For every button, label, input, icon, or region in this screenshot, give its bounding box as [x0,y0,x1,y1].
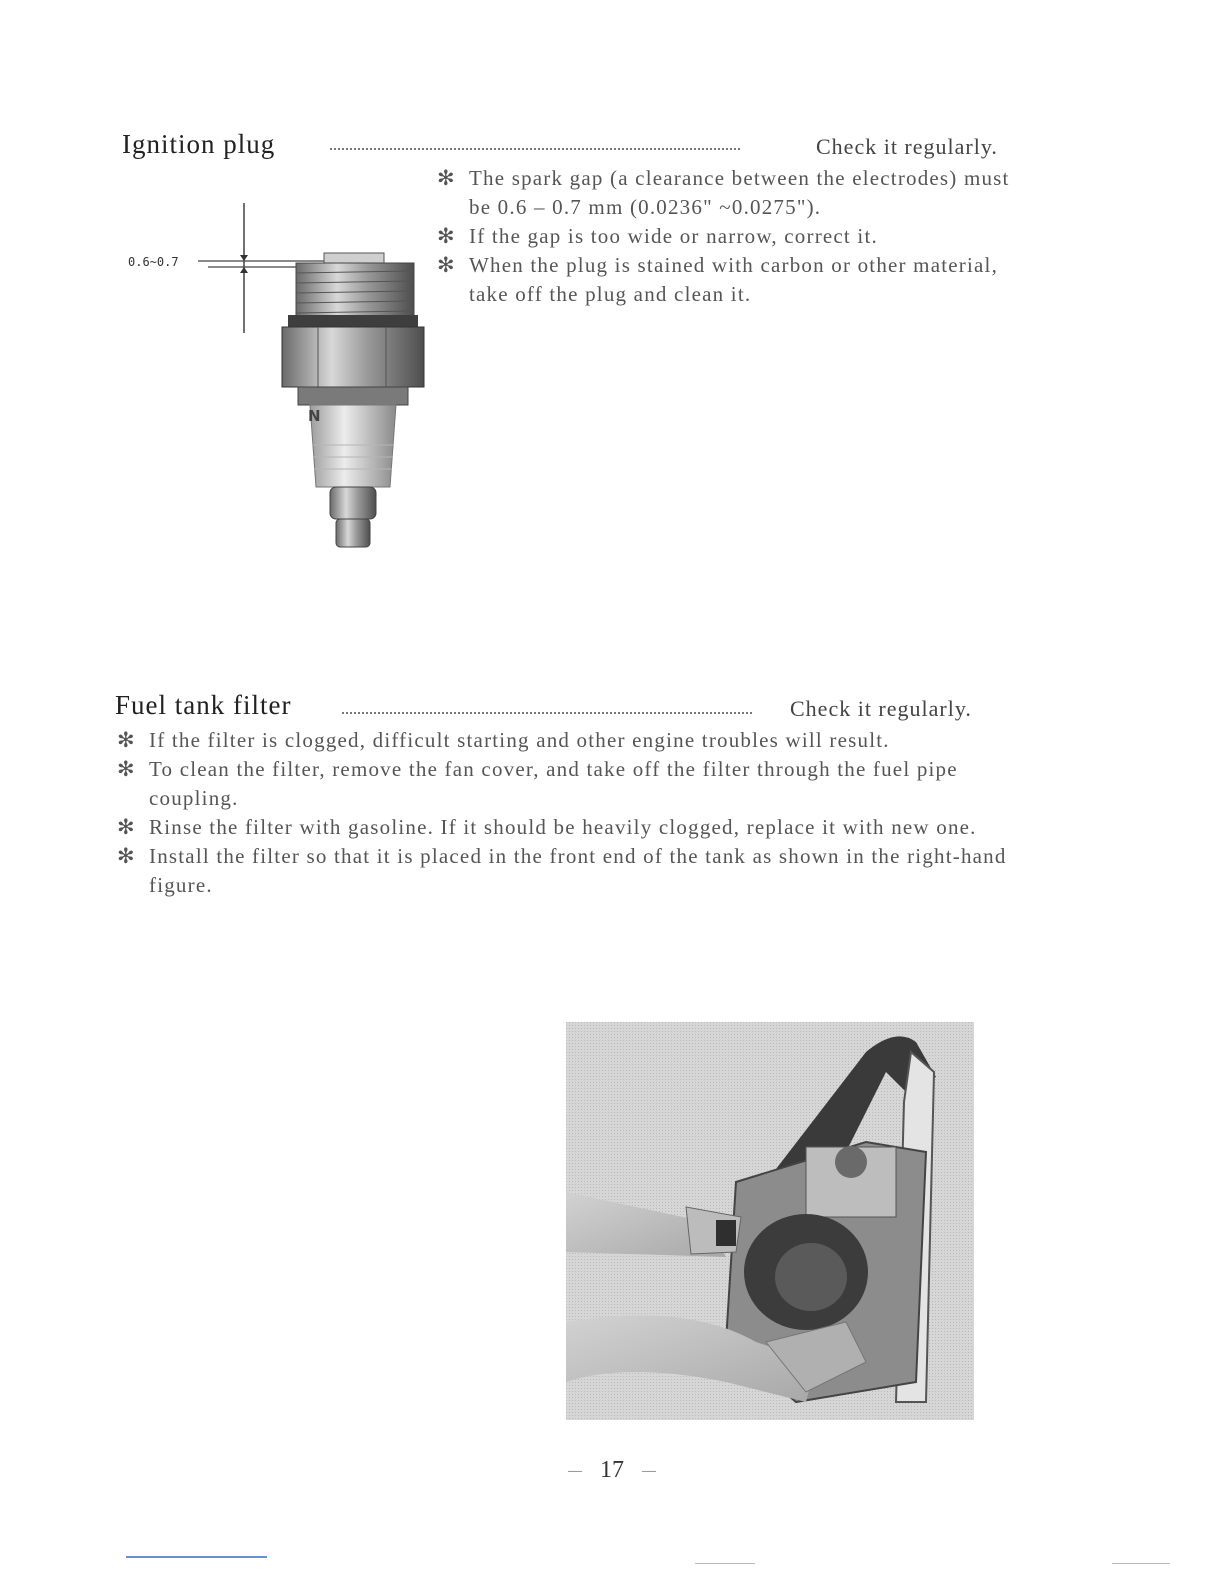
list-item: ✻ To clean the filter, remove the fan cover, and take off the filter through the fuel pipe coupling. [117,757,958,810]
ignition-title: Ignition plug [122,129,276,159]
list-item: ✻ The spark gap (a clearance between the electrodes) must be 0.6 – 0.7 mm (0.0236" ~0.0275"). [437,166,1010,219]
asterisk-icon: ✻ [437,224,456,248]
asterisk-icon: ✻ [117,757,136,781]
list-item: ✻ Install the filter so that it is placed in the front end of the tank as shown in the right-hand figure. [117,844,1007,897]
asterisk-icon: ✻ [117,815,136,839]
list-item: ✻ If the filter is clogged, difficult starting and other engine troubles will result. [117,726,1027,755]
bottom-blue-rule [126,1556,267,1558]
ignition-bullet-list [437,164,1029,309]
page-number-dash-right: — [642,1463,656,1479]
gap-dimension-label: 0.6~0.7 [128,255,179,269]
spark-plug-illustration [128,195,428,555]
ignition-check-note: Check it regularly. [816,134,998,159]
fuel-filter-title: Fuel tank filter [115,690,292,720]
fuel-filter-leader-dots [342,712,752,714]
spark-plug-figure [128,195,428,555]
list-item: ✻ If the gap is too wide or narrow, correct it. [437,222,1029,251]
list-item: ✻ When the plug is stained with carbon or other material, take off the plug and clean it. [437,253,999,306]
asterisk-icon: ✻ [437,253,456,277]
list-item: ✻ Rinse the filter with gasoline. If it should be heavily clogged, replace it with new one. [117,813,1027,842]
page-number-dash-left: — [568,1463,582,1479]
page-number [0,1457,1224,1484]
asterisk-icon: ✻ [437,166,456,190]
fuel-filter-check-note: Check it regularly. [790,696,972,721]
plug-brand-text: N [308,407,321,425]
chainsaw-photo-illustration [566,1022,974,1420]
asterisk-icon: ✻ [117,728,136,752]
fuel-filter-bullet-list [117,726,1027,900]
page-number-value: 17 [600,1457,624,1483]
bottom-faint-rule-right [1112,1563,1170,1564]
asterisk-icon: ✻ [117,844,136,868]
bottom-faint-rule-center [695,1563,755,1564]
fuel-filter-photo [566,1022,974,1420]
ignition-leader-dots [330,148,740,150]
